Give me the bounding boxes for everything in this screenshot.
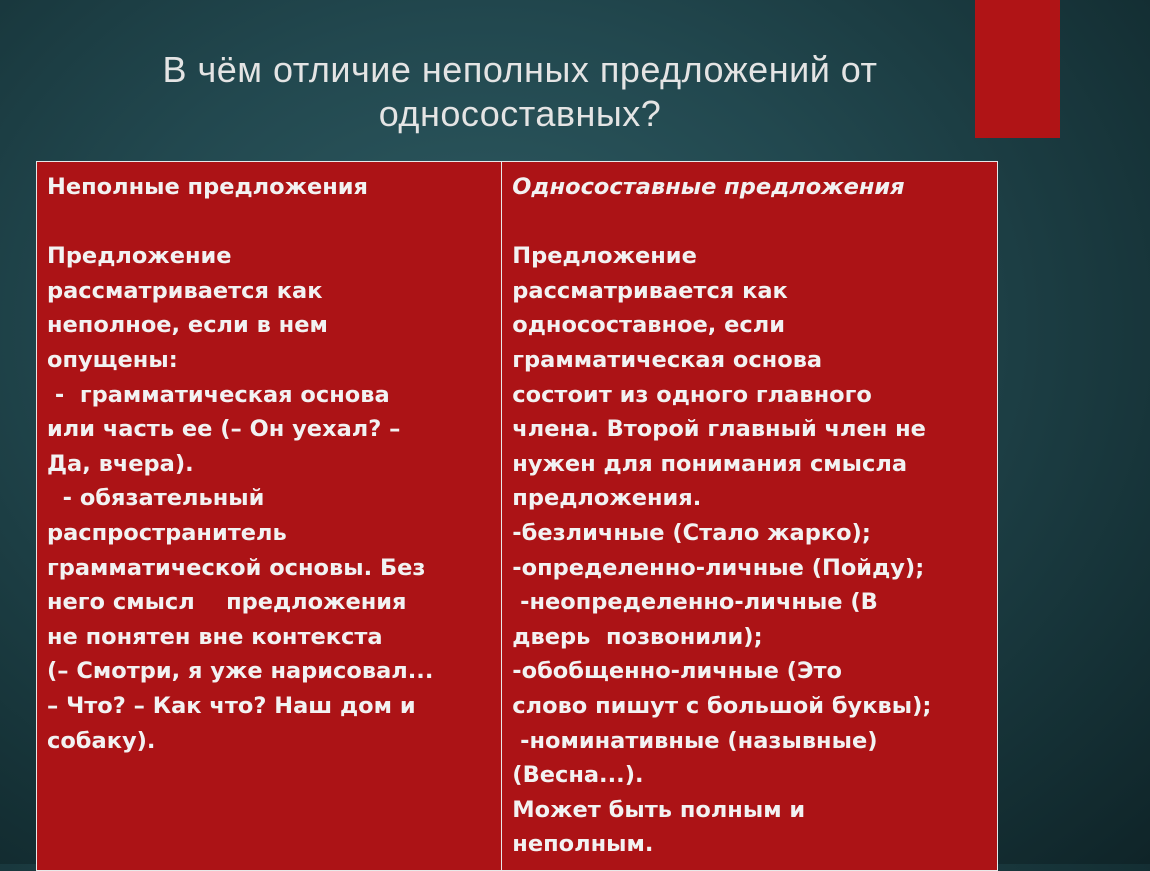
text-line: Может быть полным и — [512, 796, 806, 823]
text-line: - обязательный — [47, 485, 265, 512]
text-line: состоит из одного главного — [512, 381, 872, 408]
text-line: члена. Второй главный член не — [512, 416, 926, 443]
text-line: неполное, если в нем — [47, 312, 328, 339]
text-line: односоставное, если — [512, 312, 786, 339]
text-line: -определенно-личные (Пойду); — [512, 554, 925, 581]
text-line: Предложение — [512, 243, 697, 270]
one-part-sentences-column — [502, 162, 998, 871]
text-line: рассматривается как — [47, 277, 323, 304]
text-line: -обобщенно-личные (Это — [512, 658, 842, 685]
title-line-2: односоставных? — [378, 93, 662, 134]
text-line: (– Смотри, я уже нарисовал... — [47, 658, 434, 685]
comparison-table — [36, 161, 998, 871]
text-line: рассматривается как — [512, 277, 788, 304]
text-line: грамматической основы. Без — [47, 554, 426, 581]
title-line-1: В чём отличие неполных предложений от — [162, 49, 878, 90]
slide-title — [0, 48, 1040, 136]
text-line: -неопределенно-личные (В — [512, 589, 878, 616]
text-line: неполным. — [512, 831, 654, 858]
text-line: дверь позвонили); — [512, 623, 763, 650]
right-column-header: Односоставные предложения — [512, 174, 905, 200]
text-line: нужен для понимания смысла — [512, 450, 908, 477]
text-line: предложения. — [512, 485, 702, 512]
text-line: Предложение — [47, 243, 232, 270]
text-line: грамматическая основа — [512, 346, 823, 373]
text-line: не понятен вне контекста — [47, 623, 383, 650]
text-line: Да, вчера). — [47, 450, 194, 477]
text-line: собаку). — [47, 727, 156, 754]
text-line: слово пишут с большой буквы); — [512, 692, 932, 719]
left-column-header: Неполные предложения — [47, 174, 368, 200]
text-line: распространитель — [47, 519, 287, 546]
table-row — [37, 162, 998, 871]
text-line: – Что? – Как что? Наш дом и — [47, 692, 416, 719]
text-line: - грамматическая основа — [47, 381, 390, 408]
text-line: опущены: — [47, 346, 178, 373]
text-line: или часть ее (– Он уехал? – — [47, 416, 401, 443]
text-line: (Весна...). — [512, 762, 644, 789]
text-line: -номинативные (назывные) — [512, 727, 878, 754]
left-column-text — [47, 239, 491, 758]
text-line: -безличные (Стало жарко); — [512, 519, 871, 546]
text-line: него смысл предложения — [47, 589, 407, 616]
incomplete-sentences-column — [37, 162, 502, 871]
right-column-text — [512, 239, 987, 862]
